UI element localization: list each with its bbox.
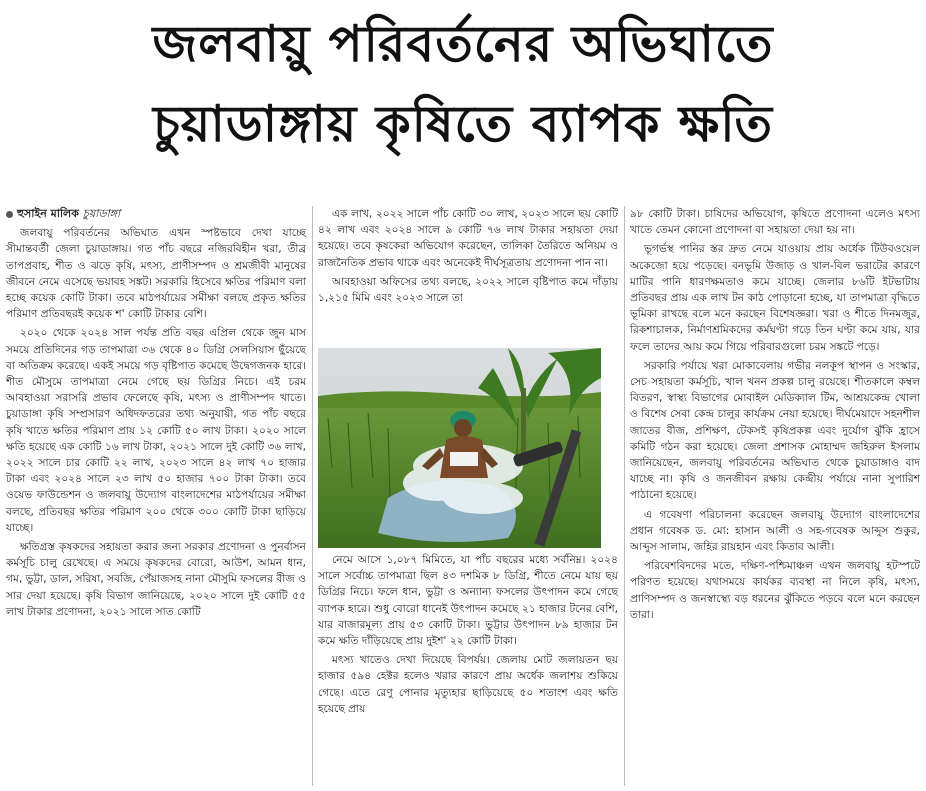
column-1 (6, 206, 306, 623)
headline-line-1: জলবায়ু পরিবর্তনের অভিঘাতে (152, 15, 774, 73)
paragraph: জলবায়ু পরিবর্তনের অভিঘাত এখন স্পষ্টভাবে দেখা যাচ্ছে সীমান্তবর্তী জেলা চুয়াডাঙ্গায়। গত পাঁচ বছরে নজিরবিহীন খরা, তীব্র তাপপ্রবাহ, শীত ও ঝড়ে কৃষি, মৎস্য, প্রাণীসম্পদ ও শ্রমজীবী মানুষের জীবনে নেমে এসেছে ভয়াবহ সঙ্কট। সরকারি হিসেবে ক্ষতির পরিমাণ বলা হচ্ছে কয়েক কোটি টাকা। তবে মাঠপর্যায়ের সমীক্ষা বলছে প্রকৃত ক্ষতির পরিমাণ প্রতিবছরই কয়েক শ' কোটি টাকার বেশি। (6, 227, 306, 321)
paragraph: ৯৮ কোটি টাকা। চাষিদের অভিযোগ, কৃষিতে প্রণোদনা এলেও মৎস্য খাতে তেমন কোনো প্রণোদনা বা সহায়তা দেয়া হয় না। (630, 208, 920, 237)
byline (6, 206, 306, 222)
bullet-icon (6, 211, 13, 218)
column-2-top (318, 206, 618, 309)
paragraph: ক্ষতিগ্রস্ত কৃষকদের সহায়তা করার জন্য সরকার প্রণোদনা ও পুনর্বাসন কর্মসূচি চালু রেখেছে। এ সময়ে কৃষকদের বোরো, আউশ, আমন ধান, গম, ভুট্টা, ডাল, সরিষা, সবজি, পেঁয়াজসহ নানা মৌসুমি ফসলের বীজ ও সার দেয়া হয়েছে। কৃষি বিভাগ জানিয়েছে, ২০২০ সালে দুই কোটি ৫৫ লাখ টাকার প্রণোদনা, ২০২১ সালে সাত কোটি (6, 541, 306, 618)
paragraph: ২০২০ থেকে ২০২৪ সাল পর্যন্ত প্রতি বছর এপ্রিল থেকে জুন মাস সময়ে প্রতিদিনের গড় তাপমাত্রা ৩৬ থেকে ৪০ ডিগ্রি সেলসিয়াস ছুঁয়েছে বা অতিক্রম করেছে। একই সময়ে গড় বৃষ্টিপাত কমেছে উদ্বেগজনক হারে। শীত মৌসুমে তাপমাত্রা নেমে গেছে ছয় ডিগ্রির নিচে। এই চরম আবহাওয়া সরাসরি প্রভাব ফেলেছে কৃষি, মৎস্য ও প্রাণীসম্পদ খাতে। চুয়াডাঙ্গা কৃষি সম্প্রসারণ অধিদফতরের তথ্য অনুযায়ী, গত পাঁচ বছরে কৃষি খাতে ক্ষতির পরিমাণ প্রায় ১২ কোটি ৫০ লাখ টাকা। ২০২০ সালে ক্ষতি হয়েছে এক কোটি ১৬ লাখ টাকা, ২০২১ সালে দুই কোটি ৩৬ লাখ, ২০২২ সালে চার কোটি ২২ লাখ, ২০২৩ সালে ৪২ লাখ ৭০ হাজার টাকা এবং ২০২৪ সালে ২৩ লাখ ৫০ হাজার ৭০০ টাকা টাকা। তবে ওয়েভ ফাউন্ডেশন ও জলবায়ু উদ্যোগ বাংলাদেশের মাঠপর্যায়ের সমীক্ষা বলছে, প্রতিবছর ক্ষতির পরিমাণ ২০০ থেকে ৩০০ কোটি টাকা ছাড়িয়ে যাচ্ছে। (6, 327, 306, 534)
column-divider (624, 206, 625, 786)
column-2-bottom (318, 552, 618, 720)
paragraph: পরিবেশবিদদের মতে, দক্ষিণ-পশ্চিমাঞ্চল এখন জলবায়ু হটস্পটে পরিণত হয়েছে। যথাসময়ে কার্যকর ব্যবস্থা না নিলে কৃষি, মৎস্য, প্রাণিসম্পদ ও জনস্বাস্থ্যে বড় ধরনের ঝুঁকিতে পড়বে বলে মনে করছেন তারা। (630, 560, 920, 621)
headline-line-2: চুয়াডাঙ্গায় কৃষিতে ব্যাপক ক্ষতি (152, 95, 774, 153)
paragraph: ভূগর্ভস্থ পানির স্তর দ্রুত নেমে যাওয়ায় প্রায় অর্ধেক টিউবওয়েল অকেজো হয়ে পড়েছে। বনভূমি উজাড় ও খাল-বিল ভরাটের কারণে মাটির পানি ধারণক্ষমতাও কমে যাচ্ছে। জেলার ৮৬টি ইটভাটায় প্রতিবছর প্রায় এক লাখ টন কাঠ পোড়ানো হচ্ছে, যা তাপমাত্রা বৃদ্ধিতে ভূমিকা রাখছে বলে মনে করছেন বিশেষজ্ঞরা। খরা ও শীতে দিনমজুর, রিকশাচালক, নির্মাণশ্রমিকদের কর্মঘণ্টা গড়ে তিন ঘণ্টা কমে যায়, যার ফলে তাদের আয় কমে গিয়ে পরিবারগুলো চরম সঙ্কটে পড়ে। (630, 243, 920, 353)
paragraph: এক লাখ, ২০২২ সালে পাঁচ কোটি ৩০ লাখ, ২০২৩ সালে ছয় কোটি ৪২ লাখ এবং ২০২৪ সালে ৯ কোটি ৭৬ লাখ টাকার সহায়তা দেয়া হয়েছে। তবে কৃষকেরা অভিযোগ করেছেন, তালিকা তৈরিতে অনিয়ম ও রাজনৈতিক প্রভাব থাকে এবং অনেকেই দীর্ঘসূত্রতায় প্রণোদনা পান না। (318, 208, 618, 269)
byline-location: চুয়াডাঙ্গা (82, 207, 121, 220)
byline-author: হুসাইন মালিক (17, 207, 79, 220)
article-photo (318, 348, 601, 548)
paragraph: সরকারি পর্যায়ে খরা মোকাবেলায় গভীর নলকূপ স্থাপন ও সংস্কার, সেচ সহায়তা কর্মসূচি, খাল খনন প্রকল্প চালু রয়েছে। শীতকালে কম্বল বিতরণ, স্বাস্থ্য বিভাগের মোবাইল মেডিক্যাল টিম, আশ্রয়কেন্দ্র খোলা ও বিশেষ সেবা কেন্দ্র চালুর কার্যক্রম নেয়া হয়েছে। দীর্ঘমেয়াদে সহনশীল জাতের বীজ, প্রশিক্ষণ, টেকসই কৃষিপ্রকল্প এবং দুর্যোগ ঝুঁকি হ্রাসে কমিটি গঠন করা হয়েছে। জেলা প্রশাসক মোহাম্মদ জহিরুল ইসলাম জানিয়েছেন, জলবায়ু পরিবর্তনের অভিঘাত থেকে চুয়াডাঙ্গাও বাদ যাচ্ছে না। কৃষি ও জনজীবন রক্ষায় কেন্দ্রীয় পর্যায়ে নানা সুপারিশ পাঠানো হয়েছে। (630, 359, 920, 502)
paragraph: আবহাওয়া অফিসের তথ্য বলছে, ২০২২ সালে বৃষ্টিপাত কমে দাঁড়ায় ১,২১৫ মিমি এবং ২০২৩ সালে তা (318, 275, 618, 305)
farmer-irrigation-photo-icon (318, 348, 601, 548)
column-divider (312, 206, 313, 786)
headline (6, 4, 920, 164)
paragraph: মৎস্য খাতেও দেখা দিয়েছে বিপর্যয়। জেলায় মোট জলায়তন ছয় হাজার ৫৯৪ হেক্টর হলেও খরার কারণে প্রায় অর্ধেক জলাশয় শুকিয়ে গেছে। এতে রেণু পোনার মৃত্যুহার ছাড়িয়েছে ৫০ শতাংশ এবং ক্ষতি হয়েছে প্রায় (318, 654, 618, 715)
column-3 (630, 206, 920, 626)
paragraph: নেমে আসে ১,০৮৭ মিমিতে, যা পাঁচ বছরের মধ্যে সর্বনিম্ন। ২০২৪ সালে সর্বোচ্চ তাপমাত্রা ছিল ৪৩ দশমিক ৮ ডিগ্রি, শীতে নেমে যায় ছয় ডিগ্রির নিচে। ফলে ধান, ভুট্টা ও অন্যান্য ফসলের উৎপাদন কমে গেছে ব্যাপক হারে। শুধু বোরো ধানেই উৎপাদন কমেছে ২১ হাজার টনের বেশি, যার বাজারমূল্য প্রায় ৫৩ কোটি টাকা। ভুট্টার উৎপাদন ৮৯ হাজার টন কমে ক্ষতি দাঁড়িয়েছে প্রায় দুইশ' ২২ কোটি টাকা। (318, 554, 618, 648)
paragraph: এ গবেষণা পরিচালনা করেছেন জলবায়ু উদ্যোগ বাংলাদেশের প্রধান গবেষক ড. মো: হাসান আলী ও সহ-গবেষক আব্দুস শুকুর, আব্দুস সালাম, জহির রায়হান এবং কিতাব আলী। (630, 508, 920, 554)
